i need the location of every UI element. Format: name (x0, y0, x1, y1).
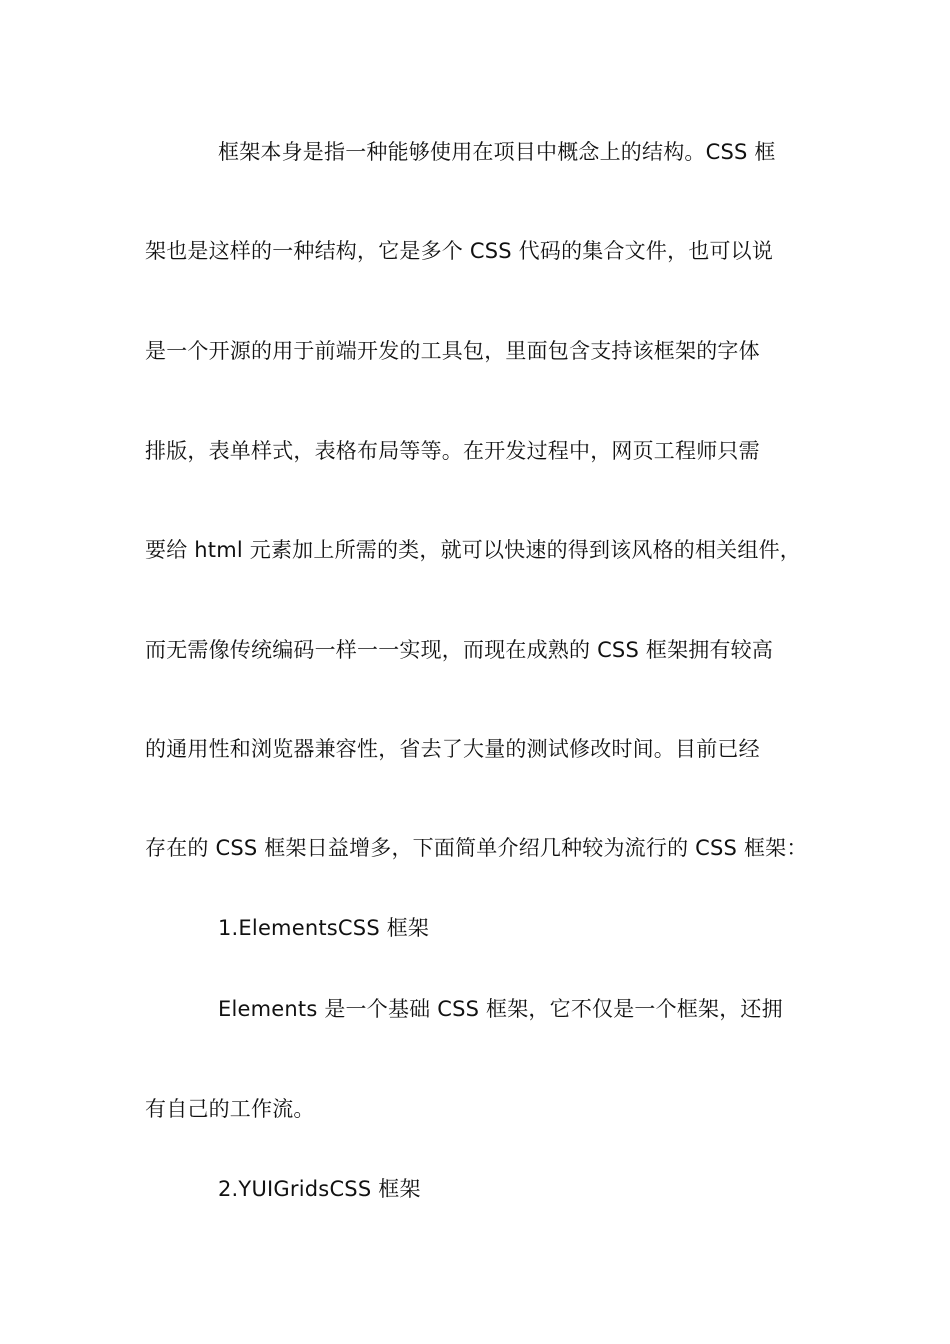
paragraph-line: 要给 html 元素加上所需的类，就可以快速的得到该风格的相关组件， (145, 538, 801, 562)
paragraph-line: 而无需像传统编码一样一一实现，而现在成熟的 CSS 框架拥有较高 (145, 638, 774, 662)
paragraph-line: 是一个开源的用于前端开发的工具包，里面包含支持该框架的字体 (145, 339, 760, 363)
paragraph-line: 排版，表单样式，表格布局等等。在开发过程中，网页工程师只需 (145, 439, 760, 463)
section-heading: 1.ElementsCSS 框架 (218, 916, 430, 940)
paragraph-line: 的通用性和浏览器兼容性，省去了大量的测试修改时间。目前已经 (145, 737, 760, 761)
paragraph-line: 框架本身是指一种能够使用在项目中概念上的结构。CSS 框 (218, 140, 776, 164)
paragraph-line: Elements 是一个基础 CSS 框架，它不仅是一个框架，还拥 (218, 997, 783, 1021)
paragraph-line: 存在的 CSS 框架日益增多，下面简单介绍几种较为流行的 CSS 框架： (145, 836, 808, 860)
section-heading: 2.YUIGridsCSS 框架 (218, 1177, 421, 1201)
paragraph-line: 有自己的工作流。 (145, 1097, 315, 1121)
paragraph-line: 架也是这样的一种结构，它是多个 CSS 代码的集合文件，也可以说 (145, 239, 774, 263)
